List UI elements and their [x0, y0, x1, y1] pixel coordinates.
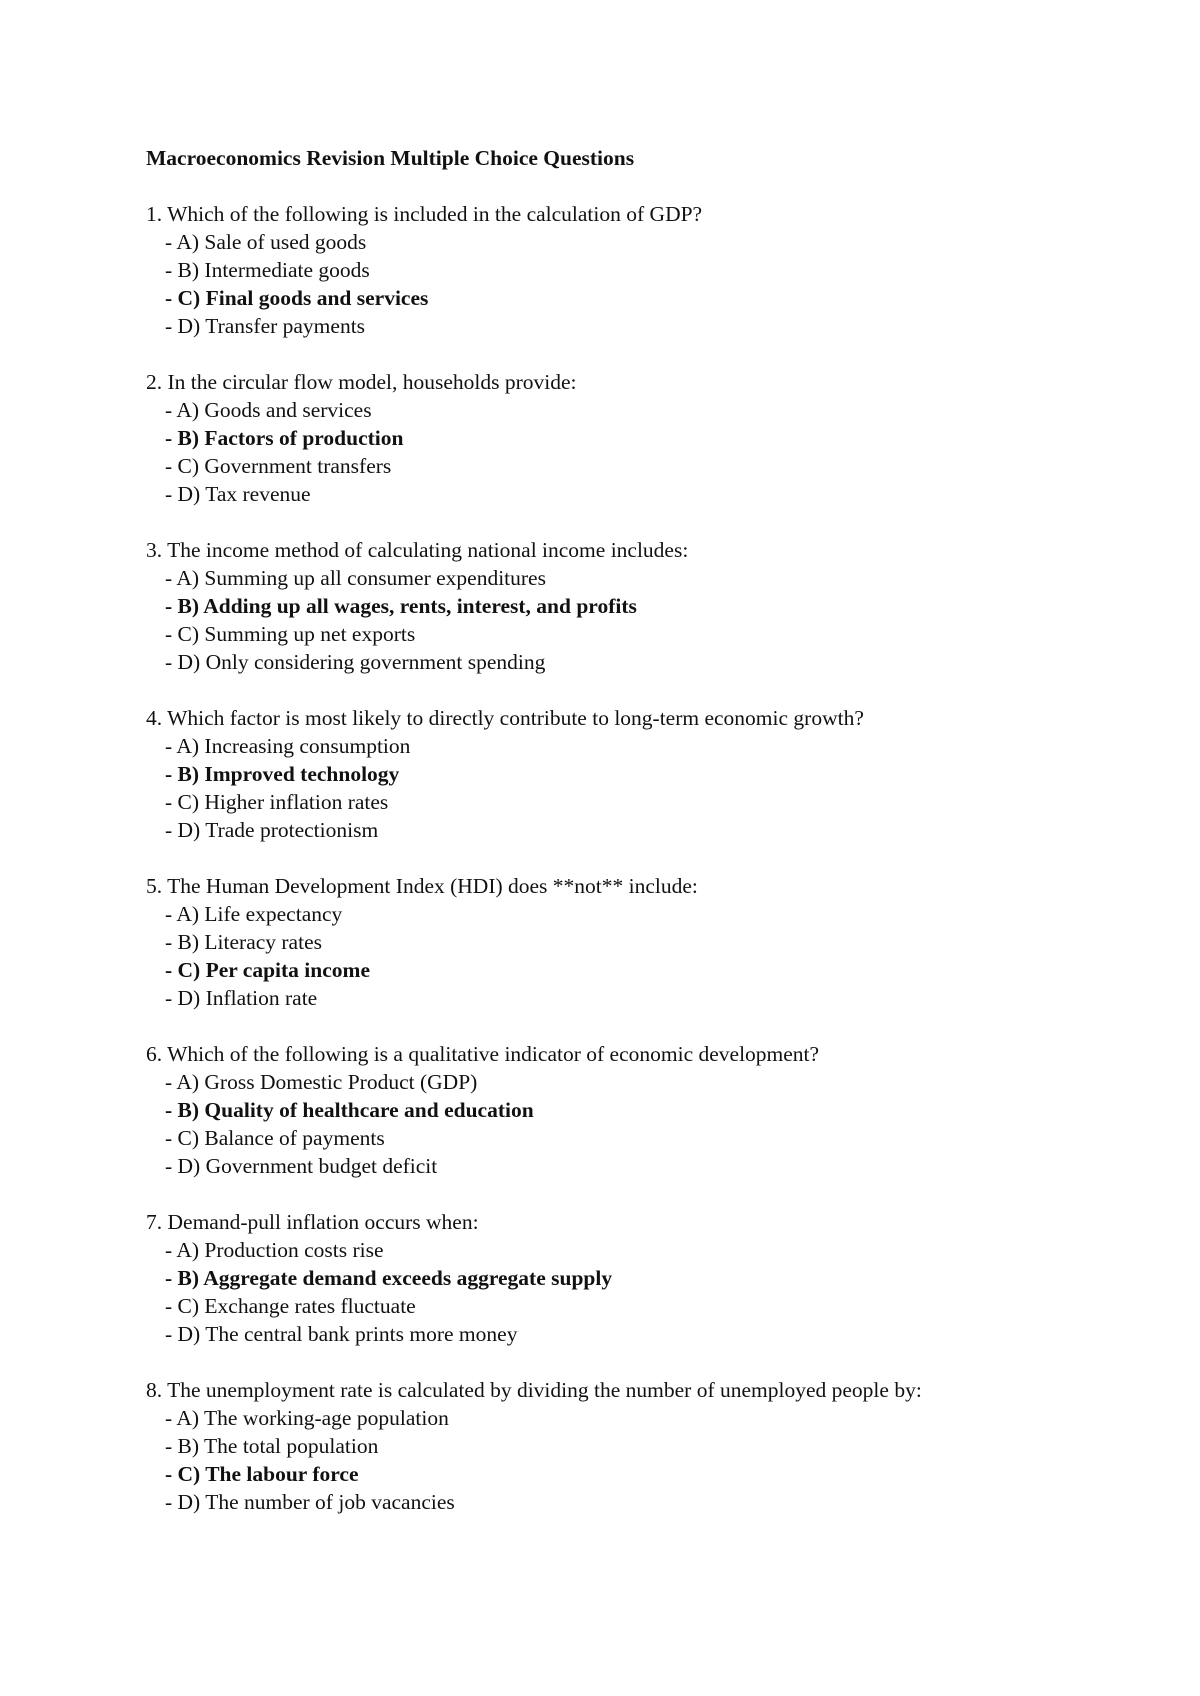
option-list	[146, 1404, 1146, 1516]
option-list	[146, 396, 1146, 508]
question-block	[146, 536, 1146, 676]
correct-answer-option: - C) The labour force	[165, 1462, 359, 1486]
answer-option: - A) Sale of used goods	[165, 230, 367, 254]
answer-option: - A) Increasing consumption	[165, 734, 411, 758]
document-page	[146, 144, 1146, 1544]
answer-option: - B) The total population	[165, 1434, 379, 1458]
question-block	[146, 704, 1146, 844]
option-list	[146, 564, 1146, 676]
answer-option: - C) Government transfers	[165, 454, 392, 478]
answer-option: - A) Gross Domestic Product (GDP)	[165, 1070, 478, 1094]
answer-option: - D) Transfer payments	[165, 314, 366, 338]
answer-option: - B) Literacy rates	[165, 930, 322, 954]
correct-answer-option: - B) Adding up all wages, rents, interest, and profits	[165, 594, 637, 618]
question-text: 6. Which of the following is a qualitative indicator of economic development?	[146, 1042, 820, 1066]
question-block	[146, 368, 1146, 508]
question-block	[146, 1376, 1146, 1516]
document-title: Macroeconomics Revision Multiple Choice Questions	[146, 146, 635, 170]
answer-option: - D) Only considering government spending	[165, 650, 546, 674]
question-text: 3. The income method of calculating national income includes:	[146, 538, 689, 562]
answer-option: - D) Trade protectionism	[165, 818, 379, 842]
answer-option: - D) Inflation rate	[165, 986, 318, 1010]
option-list	[146, 900, 1146, 1012]
answer-option: - A) Summing up all consumer expenditures	[165, 566, 546, 590]
question-block	[146, 1040, 1146, 1180]
answer-option: - C) Summing up net exports	[165, 622, 416, 646]
answer-option: - A) The working-age population	[165, 1406, 449, 1430]
answer-option: - C) Exchange rates fluctuate	[165, 1294, 416, 1318]
correct-answer-option: - B) Factors of production	[165, 426, 404, 450]
question-text: 2. In the circular flow model, households provide:	[146, 370, 577, 394]
question-text: 1. Which of the following is included in the calculation of GDP?	[146, 202, 703, 226]
question-text: 8. The unemployment rate is calculated by dividing the number of unemployed people by:	[146, 1378, 922, 1402]
answer-option: - D) Tax revenue	[165, 482, 311, 506]
option-list	[146, 732, 1146, 844]
answer-option: - A) Goods and services	[165, 398, 372, 422]
question-text: 7. Demand-pull inflation occurs when:	[146, 1210, 479, 1234]
option-list	[146, 228, 1146, 340]
option-list	[146, 1236, 1146, 1348]
question-list	[146, 200, 1146, 1516]
option-list	[146, 1068, 1146, 1180]
answer-option: - C) Higher inflation rates	[165, 790, 389, 814]
correct-answer-option: - C) Per capita income	[165, 958, 370, 982]
answer-option: - C) Balance of payments	[165, 1126, 385, 1150]
correct-answer-option: - B) Improved technology	[165, 762, 400, 786]
question-block	[146, 200, 1146, 340]
answer-option: - D) The central bank prints more money	[165, 1322, 518, 1346]
question-text: 5. The Human Development Index (HDI) does **not** include:	[146, 874, 698, 898]
answer-option: - D) The number of job vacancies	[165, 1490, 455, 1514]
question-block	[146, 872, 1146, 1012]
correct-answer-option: - B) Quality of healthcare and education	[165, 1098, 534, 1122]
answer-option: - A) Production costs rise	[165, 1238, 384, 1262]
correct-answer-option: - B) Aggregate demand exceeds aggregate supply	[165, 1266, 613, 1290]
answer-option: - A) Life expectancy	[165, 902, 343, 926]
question-block	[146, 1208, 1146, 1348]
answer-option: - D) Government budget deficit	[165, 1154, 438, 1178]
answer-option: - B) Intermediate goods	[165, 258, 370, 282]
correct-answer-option: - C) Final goods and services	[165, 286, 429, 310]
question-text: 4. Which factor is most likely to directly contribute to long-term economic growth?	[146, 706, 864, 730]
